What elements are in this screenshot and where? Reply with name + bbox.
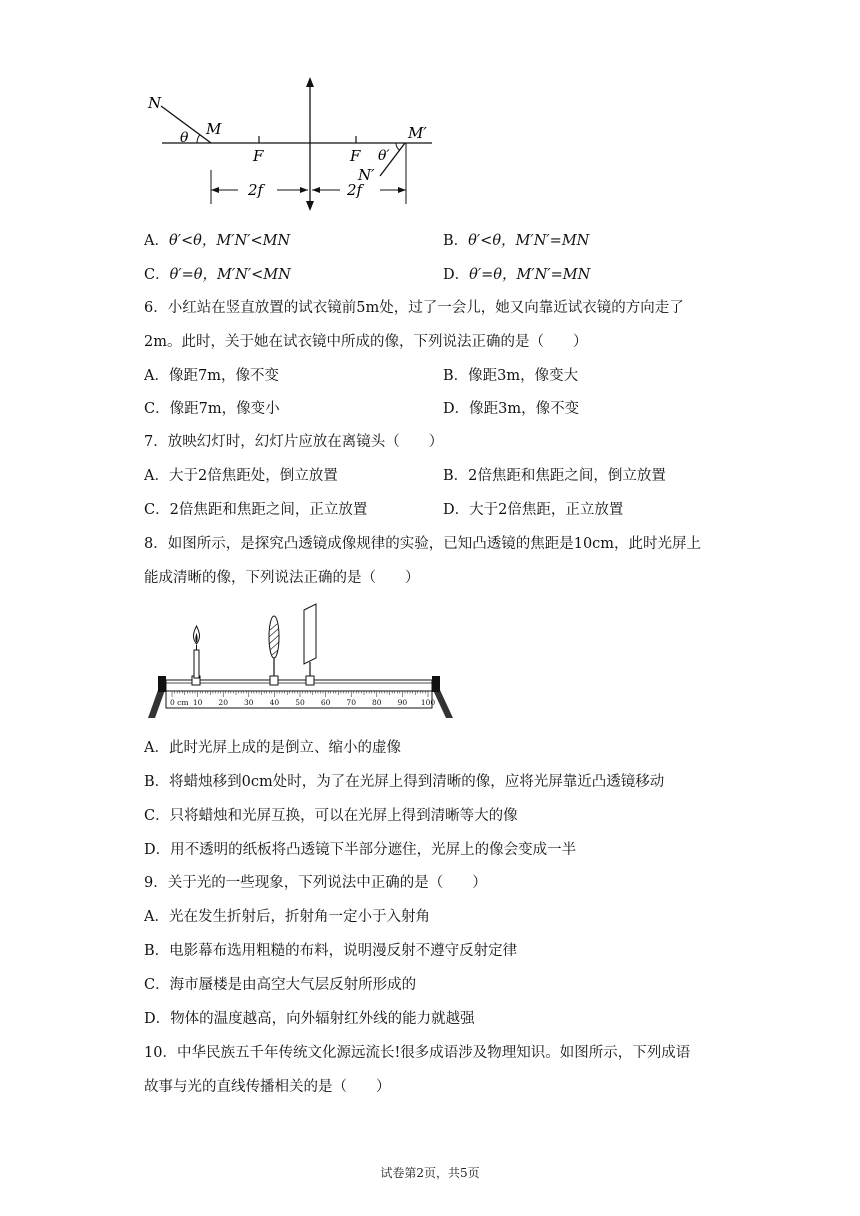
label-M: M <box>206 120 222 138</box>
q9-option-b: B．电影幕布选用粗糙的布料，说明漫反射不遵守反射定律 <box>144 943 518 959</box>
label-M-prime: M′ <box>408 124 427 142</box>
q6-option-c: C．像距7m，像变小 <box>144 401 280 417</box>
page-footer: 试卷第2页，共5页 <box>380 1166 480 1180</box>
q5-option-b: B．θ′<θ，M′N′=MN <box>443 233 590 249</box>
q8-option-d: D．用不透明的纸板将凸透镜下半部分遮住，光屏上的像会变成一半 <box>144 842 577 858</box>
ruler-label: 50 <box>295 698 305 707</box>
label-N-prime: N′ <box>358 166 375 184</box>
ruler-label: 80 <box>372 698 382 707</box>
q9-option-c: C．海市蜃楼是由高空大气层反射所形成的 <box>144 977 417 993</box>
ruler-label: 30 <box>244 698 254 707</box>
q6-stem-line1: 6．小红站在竖直放置的试衣镜前5m处，过了一会儿，她又向靠近试衣镜的方向走了 <box>144 300 684 316</box>
label-2f-left: 2f <box>248 181 264 199</box>
label-F-right: F <box>350 147 361 165</box>
q8-option-a: A．此时光屏上成的是倒立、缩小的虚像 <box>144 740 401 756</box>
q6-option-a: A．像距7m，像不变 <box>144 368 279 384</box>
q7-stem: 7．放映幻灯时，幻灯片应放在离镜头（ ） <box>144 434 444 450</box>
lens-arrow-bottom <box>306 201 314 211</box>
candle-body <box>194 650 199 678</box>
bench-leg-left <box>148 690 165 718</box>
q9-option-d: D．物体的温度越高，向外辐射红外线的能力就越强 <box>144 1011 475 1027</box>
convex-lens <box>269 616 279 658</box>
q10-stem-line2: 故事与光的直线传播相关的是（ ） <box>144 1079 391 1095</box>
q8-option-c: C．只将蜡烛和光屏互换，可以在光屏上得到清晰等大的像 <box>144 808 518 824</box>
q7-option-c: C．2倍焦距和焦距之间，正立放置 <box>144 502 368 518</box>
optical-bench-diagram <box>144 600 456 722</box>
q5-option-a: A．θ′<θ，M′N′<MN <box>144 233 291 249</box>
label-2f-right: 2f <box>347 181 363 199</box>
ruler-label: 20 <box>218 698 228 707</box>
q6-stem-line2: 2m。此时，关于她在试衣镜中所成的像，下列说法正确的是（ ） <box>144 334 588 350</box>
ruler-label: 0 cm <box>170 698 189 707</box>
screen-holder <box>306 676 314 685</box>
label-F-left: F <box>253 147 264 165</box>
bench-leg-right <box>433 690 453 718</box>
ruler-label: 10 <box>192 698 203 707</box>
ruler-label: 70 <box>346 698 356 707</box>
label-theta-prime: θ′ <box>378 148 390 164</box>
ruler-label: 60 <box>320 698 331 707</box>
ruler-label: 40 <box>269 698 280 707</box>
q9-option-a: A．光在发生折射后，折射角一定小于入射角 <box>144 909 430 925</box>
q7-option-a: A．大于2倍焦距处，倒立放置 <box>144 468 338 484</box>
q6-option-d: D．像距3m，像不变 <box>443 401 580 417</box>
q6-option-b: B．像距3m，像变大 <box>443 368 579 384</box>
bench-end-left <box>158 676 166 692</box>
lens-holder <box>270 676 278 685</box>
ruler-label: 90 <box>397 698 408 707</box>
q5-option-c: C．θ′=θ，M′N′<MN <box>144 267 291 283</box>
bench-rail <box>166 680 432 691</box>
ruler-label: 100 <box>420 698 436 707</box>
q9-stem: 9．关于光的一些现象，下列说法中正确的是（ ） <box>144 875 487 891</box>
q8-stem-line2: 能成清晰的像，下列说法正确的是（ ） <box>144 570 420 586</box>
label-theta: θ <box>180 130 189 146</box>
lens-diagram <box>140 72 440 214</box>
q5-option-d: D．θ′=θ，M′N′=MN <box>443 267 591 283</box>
q7-option-b: B．2倍焦距和焦距之间，倒立放置 <box>443 468 666 484</box>
q10-stem-line1: 10．中华民族五千年传统文化源远流长!很多成语涉及物理知识。如图所示，下列成语 <box>144 1045 691 1061</box>
q8-stem-line1: 8．如图所示，是探究凸透镜成像规律的实验，已知凸透镜的焦距是10cm，此时光屏上 <box>144 536 702 552</box>
q8-option-b: B．将蜡烛移到0cm处时，为了在光屏上得到清晰的像，应将光屏靠近凸透镜移动 <box>144 774 665 790</box>
label-N: N <box>148 94 162 112</box>
lens-arrow-top <box>306 77 314 87</box>
light-screen <box>304 604 316 664</box>
bench-end-right <box>432 676 440 692</box>
q7-option-d: D．大于2倍焦距，正立放置 <box>443 502 624 518</box>
